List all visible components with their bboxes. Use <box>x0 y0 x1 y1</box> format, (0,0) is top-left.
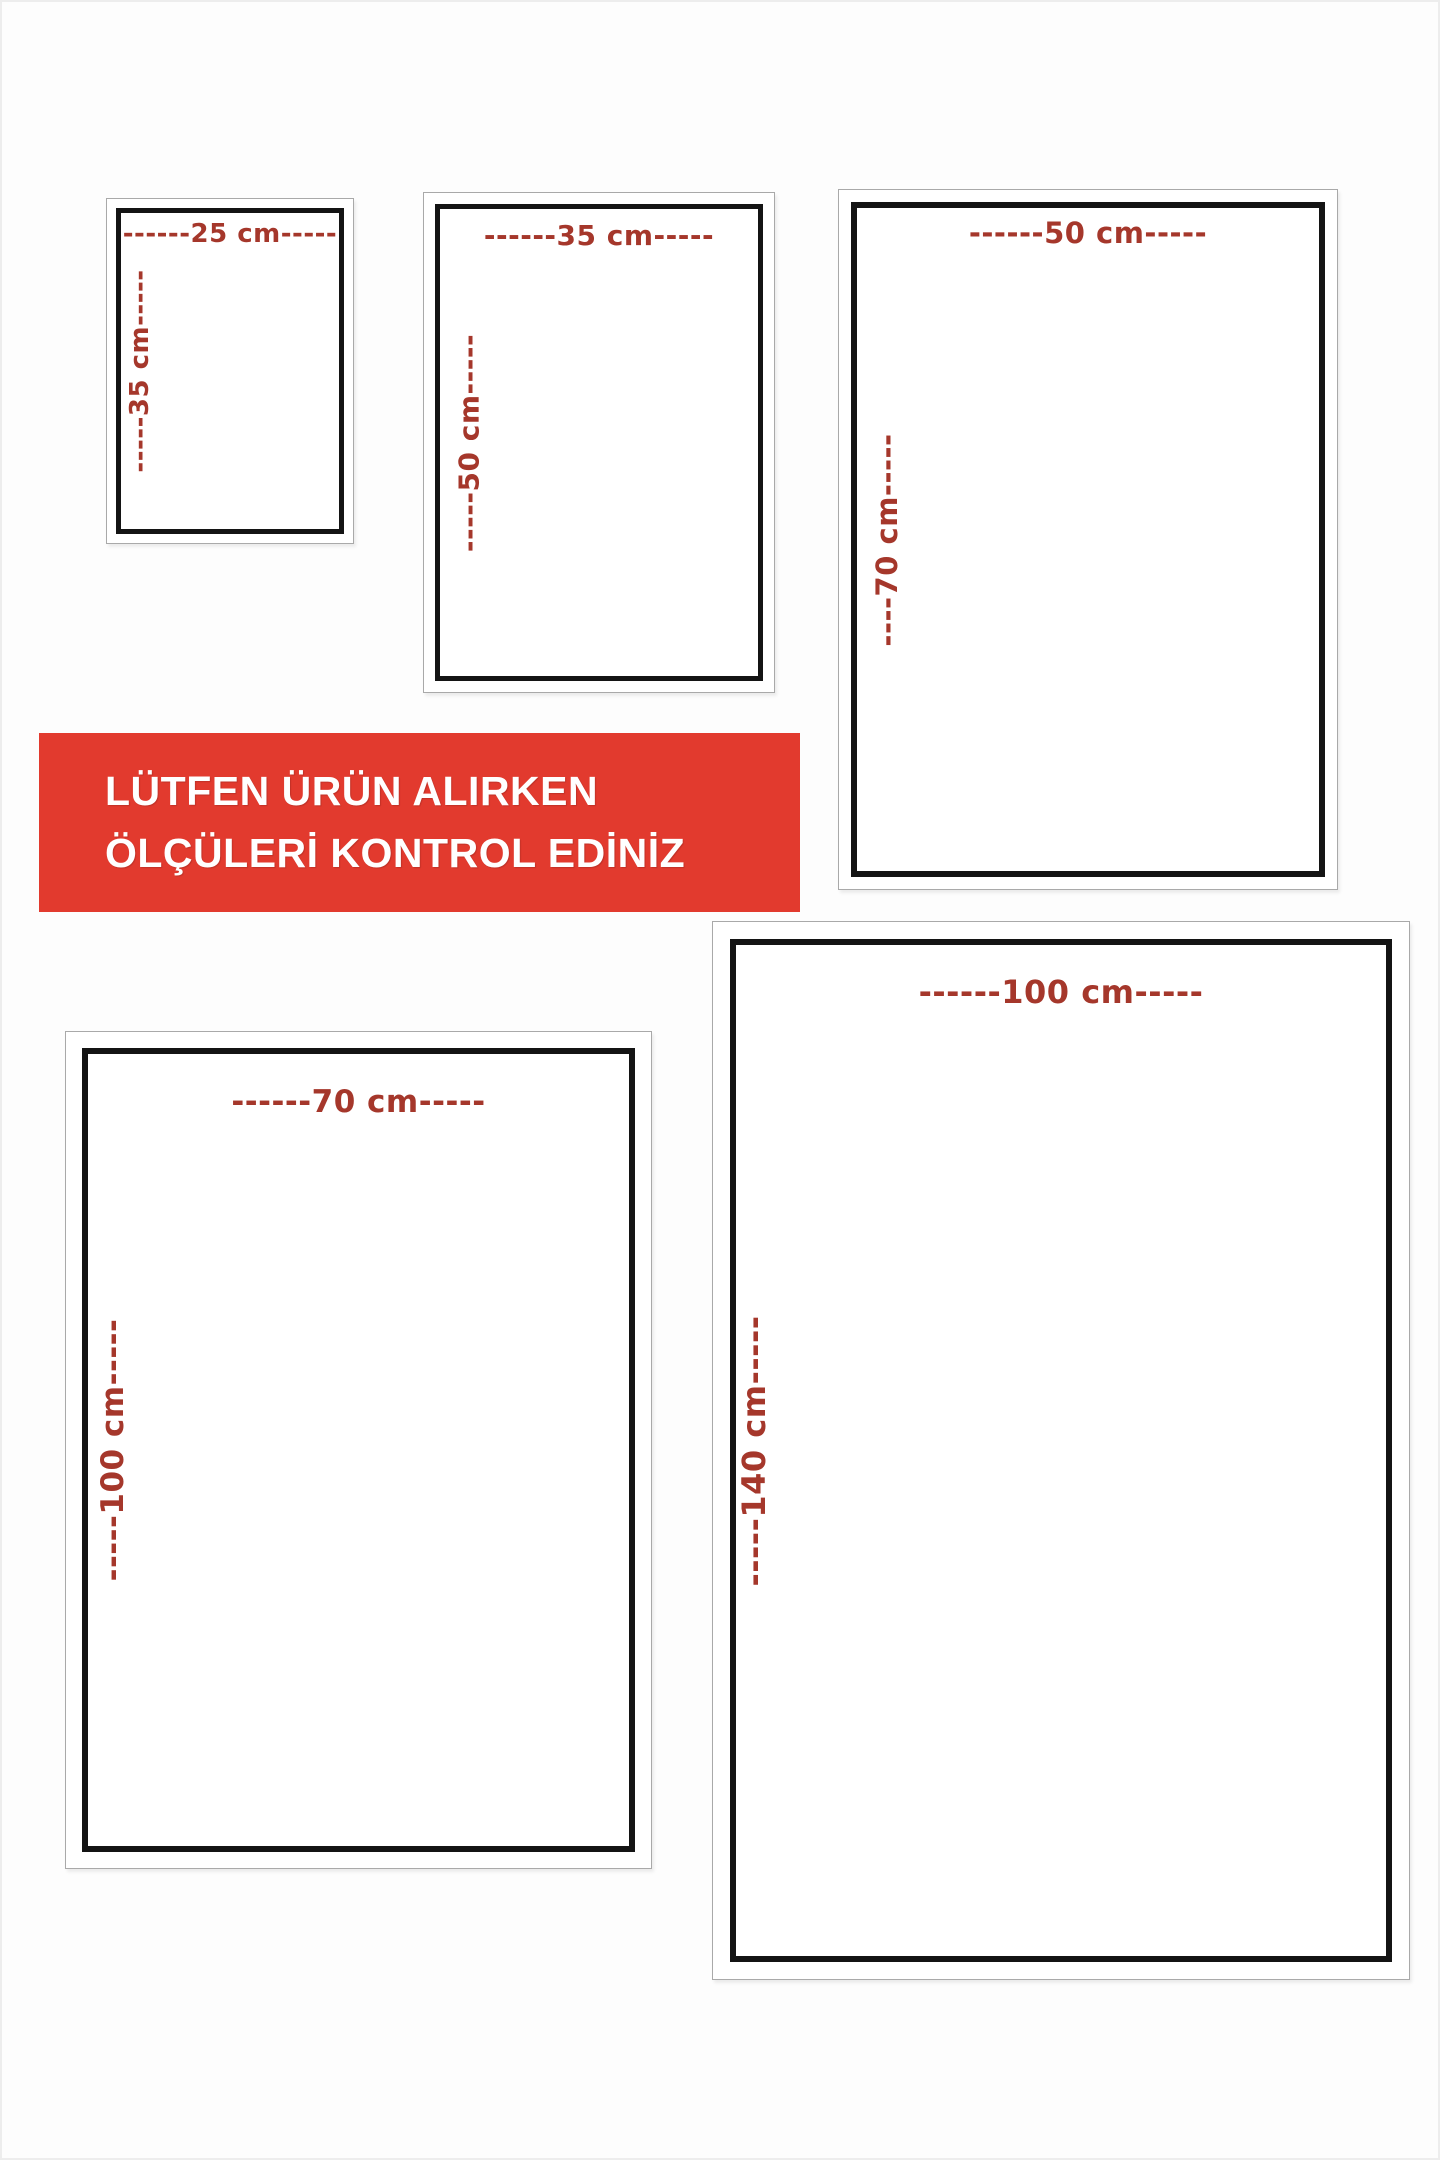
height-dimension-label: -----35 cm----- <box>125 269 155 473</box>
width-dimension-label: ------100 cm----- <box>918 973 1204 1011</box>
size-warning-banner <box>39 733 800 912</box>
width-dimension-label: ------50 cm----- <box>968 216 1208 250</box>
size-box-100x140 <box>712 921 1410 1980</box>
size-box-35x50 <box>423 192 775 693</box>
size-box-70x100-frame <box>82 1048 635 1852</box>
width-dimension-label: ------35 cm----- <box>483 219 715 252</box>
height-dimension-label: -----50 cm----- <box>452 333 486 552</box>
height-dimension-label: ----70 cm----- <box>870 432 904 647</box>
warning-line-2: ÖLÇÜLERİ KONTROL EDİNİZ <box>105 829 686 876</box>
height-dimension-label: -----140 cm----- <box>735 1314 773 1587</box>
size-box-50x70-frame <box>851 202 1325 877</box>
width-dimension-label: ------25 cm----- <box>122 219 338 249</box>
size-box-70x100 <box>65 1031 652 1869</box>
width-dimension-label: ------70 cm----- <box>231 1084 486 1120</box>
size-box-25x35 <box>106 198 354 544</box>
height-dimension-label: -----100 cm----- <box>95 1318 131 1582</box>
warning-line-1: LÜTFEN ÜRÜN ALIRKEN <box>105 768 599 814</box>
size-box-100x140-frame <box>730 939 1392 1962</box>
size-box-50x70 <box>838 189 1338 890</box>
